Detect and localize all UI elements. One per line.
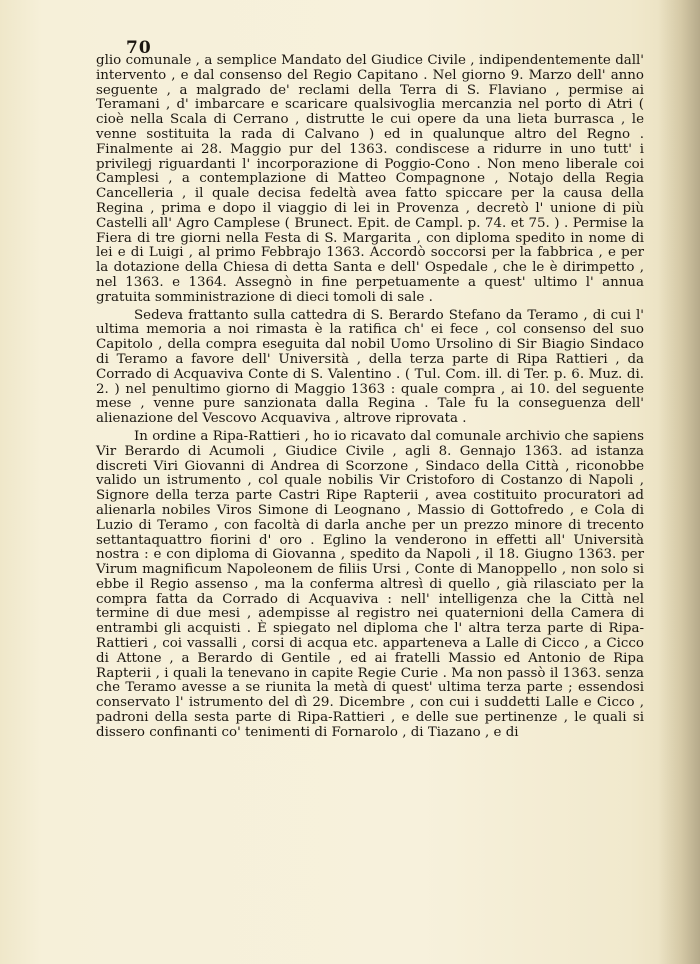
- body-text: [96, 54, 644, 741]
- page-gutter-shadow: [658, 0, 700, 964]
- paragraph-1: glio comunale , a semplice Mandato del Giudice Civile , indipendentemente dall' intervento , e dal consenso del Regio Capitano . Nel giorno 9. Marzo dell' anno seguente , a malgrado de' reclami della Terra di S. Flaviano , permise ai Teramani , d' imbarcare e scaricare qualsivoglia mercanzia nel porto di Atri ( cioè nella Scala di Cerrano , distrutte le cui opere da una lieta burrasca , le venne sostituita la rada di Calvano ) ed in qualunque altro del Regno . Finalmente ai 28. Maggio pur del 1363. condiscese a ridurre in uno tutt' i privilegj riguardanti l' incorporazione di Poggio-Cono . Non meno liberale coi Camplesi , a contemplazione di Matteo Compagnone , Notajo della Regia Cancelleria , il quale decisa fedeltà avea fatto spiccare per la causa della Regina , prima e dopo il viaggio di lei in Provenza , decretò l' unione di più Castelli all' Agro Camplese ( Brunect. Epit. de Campl. p. 74. et 75. ) . Permise la Fiera di tre giorni nella Festa di S. Margarita , con diploma spedito in nome di lei e di Luigi , al primo Febbrajo 1363. Accordò soccorsi per la fabbrica , e per la dotazione della Chiesa di detta Santa e dell' Ospedale , che le è dirimpetto , nel 1363. e 1364. Assegnò in fine perpetuamente a quest' ultimo l' annua gratuita somministrazione di dieci tomoli di sale .: [96, 53, 644, 305]
- paragraph-3: In ordine a Ripa-Rattieri , ho io ricavato dal comunale archivio che sapiens Vir Berardo di Acumoli , Giudice Civile , agli 8. Gennajo 1363. ad istanza discreti Viri Giovanni di Andrea di Scorzone , Sindaco della Città , riconobbe valido un istrumento , col quale nobilis Vir Cristoforo di Costanzo di Napoli , Signore della terza parte Castri Ripe Rapterii , avea costituito procuratori ad alienarla nobiles Viros Simone di Leognano , Massio di Gottofredo , e Cola di Luzio di Teramo , con facoltà di darla anche per un prezzo minore di trecento settantaquattro fiorini d' oro . Eglino la venderono in effetti all' Università nostra : e con diploma di Giovanna , spedito da Napoli , il 18. Giugno 1363. per Virum magnificum Napoleonem de filiis Ursi , Conte di Manoppello , non solo si ebbe il Regio assenso , ma la conferma altresì di quello , già rilasciato per la compra fatta da Corrado di Acquaviva : nell' intelligenza che la Città nel termine di due mesi , adempisse al registro nei quaternioni della Camera di entrambi gli acquisti . È spiegato nel diploma che l' altra terza parte di Ripa-Rattieri , coi vassalli , corsi di acqua etc. apparteneva a Lalle di Cicco , a Cicco di Attone , a Berardo di Gentile , ed ai fratelli Massio ed Antonio de Ripa Rapterii , i quali la tenevano in capite Regie Curie . Ma non passò il 1363. senza che Teramo avesse a se riunita la metà di quest' ultima terza parte ; essendosi conservato l' istrumento del dì 29. Dicembre , con cui i suddetti Lalle e Cicco , padroni della sesta parte di Ripa-Rattieri , e delle sue pertinenze , le quali si dissero confinanti co' tenimenti di Fornarolo , di Tiazano , e di: [96, 428, 644, 740]
- paragraph-2: Sedeva frattanto sulla cattedra di S. Berardo Stefano da Teramo , di cui l' ultima memoria a noi rimasta è la ratifica ch' ei fece , col consenso del suo Capitolo , della compra eseguita dal nobil Uomo Ursolino di Sir Biagio Sindaco di Teramo a favore dell' Università , della terza parte di Ripa Rattieri , da Corrado di Acquaviva Conte di S. Valentino . ( Tul. Com. ill. di Ter. p. 6. Muz. di. 2. ) nel penultimo giorno di Maggio 1363 : quale compra , ai 10. del seguente mese , venne pure sanzionata dalla Regina . Tale fu la conseguenza dell' alienazione del Vescovo Acquaviva , altrove riprovata .: [96, 307, 644, 427]
- page-number: 70: [126, 38, 152, 58]
